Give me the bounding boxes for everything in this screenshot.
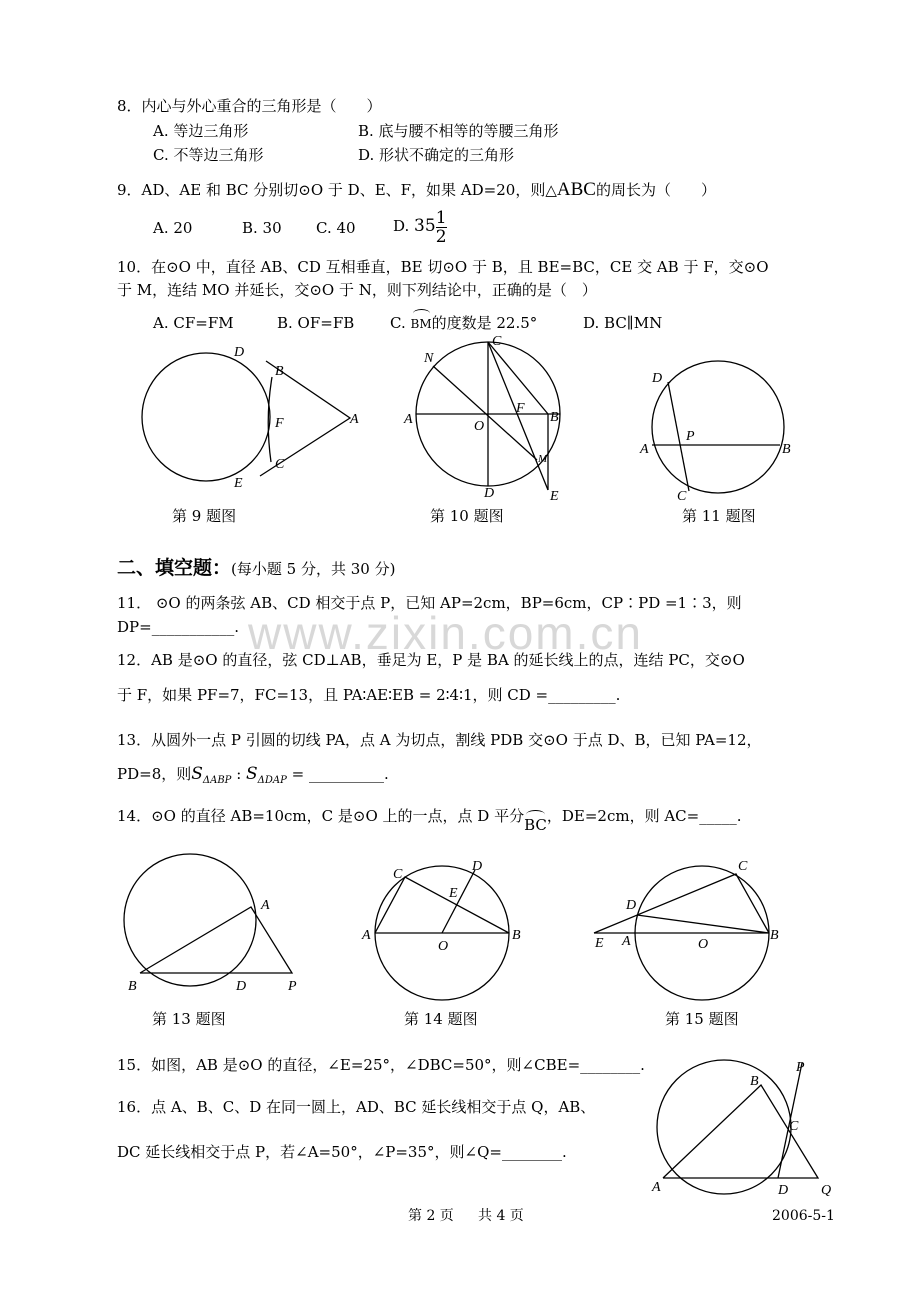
q9-option-c: C. 40	[316, 219, 356, 237]
fig11-label-b: B	[782, 442, 791, 457]
fig10-label-o: O	[474, 419, 485, 434]
q13-line1: 13．从圆外一点 P 引圆的切线 PA，点 A 为切点，割线 PDB 交⊙O 于点 D、B，已知 PA=12，	[117, 731, 762, 749]
figure-14	[360, 852, 530, 1002]
fig15-label-e: E	[595, 936, 604, 951]
footer-page: 第 2 页	[408, 1208, 454, 1224]
footer-date: 2006-5-1	[772, 1208, 835, 1224]
fig10-label-e: E	[550, 489, 559, 504]
footer-total: 共 4 页	[478, 1208, 524, 1224]
fig10-label-a: A	[404, 412, 413, 427]
fig16-label-p: P	[796, 1060, 805, 1075]
fig16-label-c: C	[789, 1119, 799, 1134]
caption-fig9: 第 9 题图	[172, 507, 237, 525]
fig16-label-a: A	[652, 1180, 661, 1195]
q14-text: 14．⊙O 的直径 AB=10cm，C 是⊙O 上的一点，点 D 平分BC，DE=2cm，则 AC=_____.	[117, 807, 742, 834]
fig15-label-o: O	[698, 937, 709, 952]
figure-16	[650, 1055, 835, 1205]
q8-option-d: D. 形状不确定的三角形	[358, 146, 515, 164]
fig11-label-c: C	[677, 489, 687, 504]
figure-11	[636, 355, 796, 505]
fig16-label-q: Q	[821, 1183, 832, 1198]
fig14-label-o: O	[438, 939, 449, 954]
fig13-label-d: D	[236, 979, 247, 994]
fig13-label-a: A	[261, 898, 270, 913]
section-title: 二、填空题：(每小题 5 分，共 30 分)	[117, 557, 396, 579]
q8-stem: 8．内心与外心重合的三角形是（ ）	[117, 97, 382, 115]
fig15-label-d: D	[626, 898, 637, 913]
fig9-label-f: F	[275, 416, 284, 431]
fig16-label-b: B	[750, 1074, 759, 1089]
fig14-label-d: D	[472, 859, 483, 874]
fig9-label-c: C	[275, 457, 285, 472]
q16-line1: 16．点 A、B、C、D 在同一圆上，AD、BC 延长线相交于点 Q，AB、	[117, 1098, 596, 1116]
q8-option-c: C. 不等边三角形	[153, 146, 264, 164]
q15-text: 15．如图，AB 是⊙O 的直径，∠E=25°，∠DBC=50°，则∠CBE=________.	[117, 1056, 645, 1074]
q11-line2: DP=___________.	[117, 618, 239, 636]
fig9-label-d: D	[234, 345, 245, 360]
fig14-label-e: E	[449, 886, 458, 901]
caption-fig14: 第 14 题图	[404, 1010, 478, 1028]
fig15-label-c: C	[738, 859, 748, 874]
q16-line2: DC 延长线相交于点 P，若∠A=50°，∠P=35°，则∠Q=________.	[117, 1143, 567, 1161]
fig11-label-d: D	[652, 371, 663, 386]
q10-line2: 于 M，连结 MO 并延长，交⊙O 于 N，则下列结论中，正确的是（ ）	[117, 281, 597, 299]
fig11-label-a: A	[640, 442, 649, 457]
q11-line1: 11． ⊙O 的两条弦 AB、CD 相交于点 P，已知 AP=2cm，BP=6cm，CP∶PD =1∶3，则	[117, 594, 742, 612]
q8-option-a: A. 等边三角形	[153, 122, 249, 140]
fig10-label-m: M	[538, 453, 548, 465]
figure-15	[592, 852, 792, 1002]
q9-option-d: D. 35 $\frac{1}{2}$	[393, 207, 447, 247]
caption-fig10: 第 10 题图	[430, 507, 504, 525]
fig10-label-f: F	[516, 401, 525, 416]
caption-fig15: 第 15 题图	[665, 1010, 739, 1028]
fig14-label-c: C	[393, 867, 403, 882]
fig14-label-a: A	[362, 928, 371, 943]
figure-9	[135, 345, 375, 495]
fig10-label-c: C	[492, 334, 502, 349]
caption-fig11: 第 11 题图	[682, 507, 756, 525]
fig15-label-b: B	[770, 928, 779, 943]
q9-option-a: A. 20	[153, 219, 193, 237]
fig10-label-b: B	[550, 410, 559, 425]
caption-fig13: 第 13 题图	[152, 1010, 226, 1028]
q9-option-b: B. 30	[242, 219, 282, 237]
fig9-label-e: E	[234, 476, 243, 491]
q9-stem: 9．AD、AE 和 BC 分别切⊙O 于 D、E、F，如果 AD=20，则△ABC的周长为（ ）	[117, 179, 716, 200]
fig10-label-n: N	[424, 351, 434, 366]
q10-line1: 10．在⊙O 中，直径 AB、CD 互相垂直，BE 切⊙O 于 B，且 BE=BC，CE 交 AB 于 F，交⊙O	[117, 258, 769, 276]
q10-option-d: D. BC∥MN	[583, 314, 663, 332]
figure-10	[400, 330, 575, 505]
fig10-label-d: D	[484, 486, 495, 501]
watermark: www.zixin.com.cn	[248, 607, 643, 659]
fig16-label-d: D	[778, 1183, 789, 1198]
fig13-label-b: B	[128, 979, 137, 994]
figure-13	[122, 858, 312, 998]
fig11-label-p: P	[686, 429, 695, 444]
fig15-label-a: A	[622, 934, 631, 949]
fig9-label-b: B	[275, 364, 284, 379]
q13-line2: PD=8，则$S_{\Delta ABP}$ : $S_{\Delta DAP}$ = __________.	[117, 764, 389, 786]
q12-line2: 于 F，如果 PF=7，FC=13，且 PA∶AE∶EB = 2∶4∶1，则 CD =_________.	[117, 686, 621, 704]
q10-option-a: A. CF=FM	[153, 314, 234, 332]
q10-option-c: C. BM的度数是 22.5°	[390, 314, 538, 332]
fig13-label-p: P	[288, 979, 297, 994]
q12-line1: 12．AB 是⊙O 的直径，弦 CD⊥AB，垂足为 E，P 是 BA 的延长线上的点，连结 PC，交⊙O	[117, 651, 745, 669]
q8-option-b: B. 底与腰不相等的等腰三角形	[358, 122, 559, 140]
fig14-label-b: B	[512, 928, 521, 943]
q10-option-b: B. OF=FB	[277, 314, 355, 332]
fig9-label-a: A	[350, 412, 359, 427]
